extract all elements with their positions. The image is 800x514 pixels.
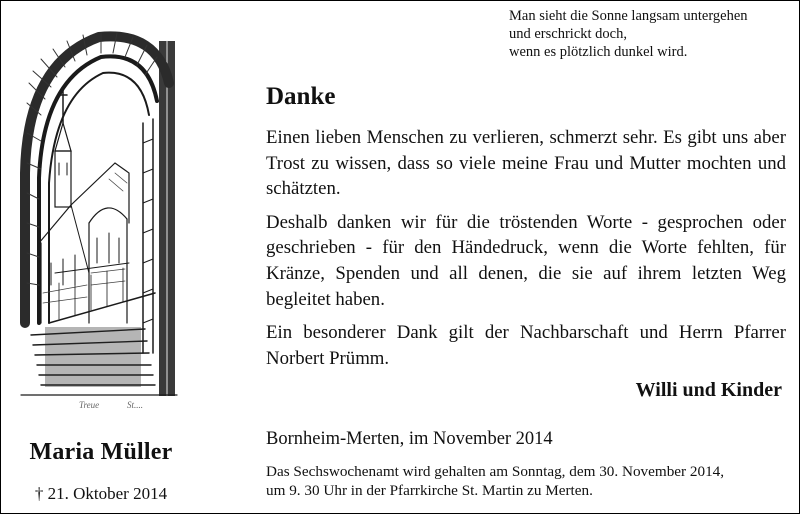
thanks-body: [266, 125, 786, 379]
thanks-paragraph: Ein besonderer Dank gilt der Nachbarschaft und Herrn Pfarrer Norbert Prümm.: [266, 322, 786, 369]
family-signature: Willi und Kinder: [635, 379, 782, 401]
poem-line: und erschrickt doch,: [509, 26, 627, 42]
place-and-date: Bornheim-Merten, im November 2014: [266, 429, 553, 449]
thanks-paragraph: Deshalb danken wir für die tröstenden Worte - gesprochen oder geschrieben - für den Händedruck, wenn die Worte fehlten, für Kränze, Spenden und all denen, die sie auf ihrem letzten Weg begleitet haben.: [266, 211, 786, 310]
notice-line: um 9. 30 Uhr in der Pfarrkirche St. Martin zu Merten.: [266, 482, 593, 499]
church-arch-sketch: [19, 23, 181, 415]
death-date: † 21. Oktober 2014: [34, 484, 168, 503]
thanks-paragraph: Einen lieben Menschen zu verlieren, schmerzt sehr. Es gibt uns aber Trost zu wissen, dass so viele meine Frau und Mutter mochten und schätzten.: [266, 127, 786, 200]
poem-line: wenn es plötzlich dunkel wird.: [509, 44, 688, 60]
poem-line: Man sieht die Sonne langsam untergehen: [509, 8, 748, 24]
artwork-signature-right: St....: [127, 400, 144, 410]
artwork-signature-left: Treue: [79, 400, 100, 410]
thanks-heading: Danke: [266, 83, 336, 110]
memorial-service-notice: [266, 462, 786, 500]
deceased-name: Maria Müller: [29, 439, 173, 465]
poem-quote: [509, 7, 794, 61]
notice-line: Das Sechswochenamt wird gehalten am Sonntag, dem 30. November 2014,: [266, 463, 725, 480]
